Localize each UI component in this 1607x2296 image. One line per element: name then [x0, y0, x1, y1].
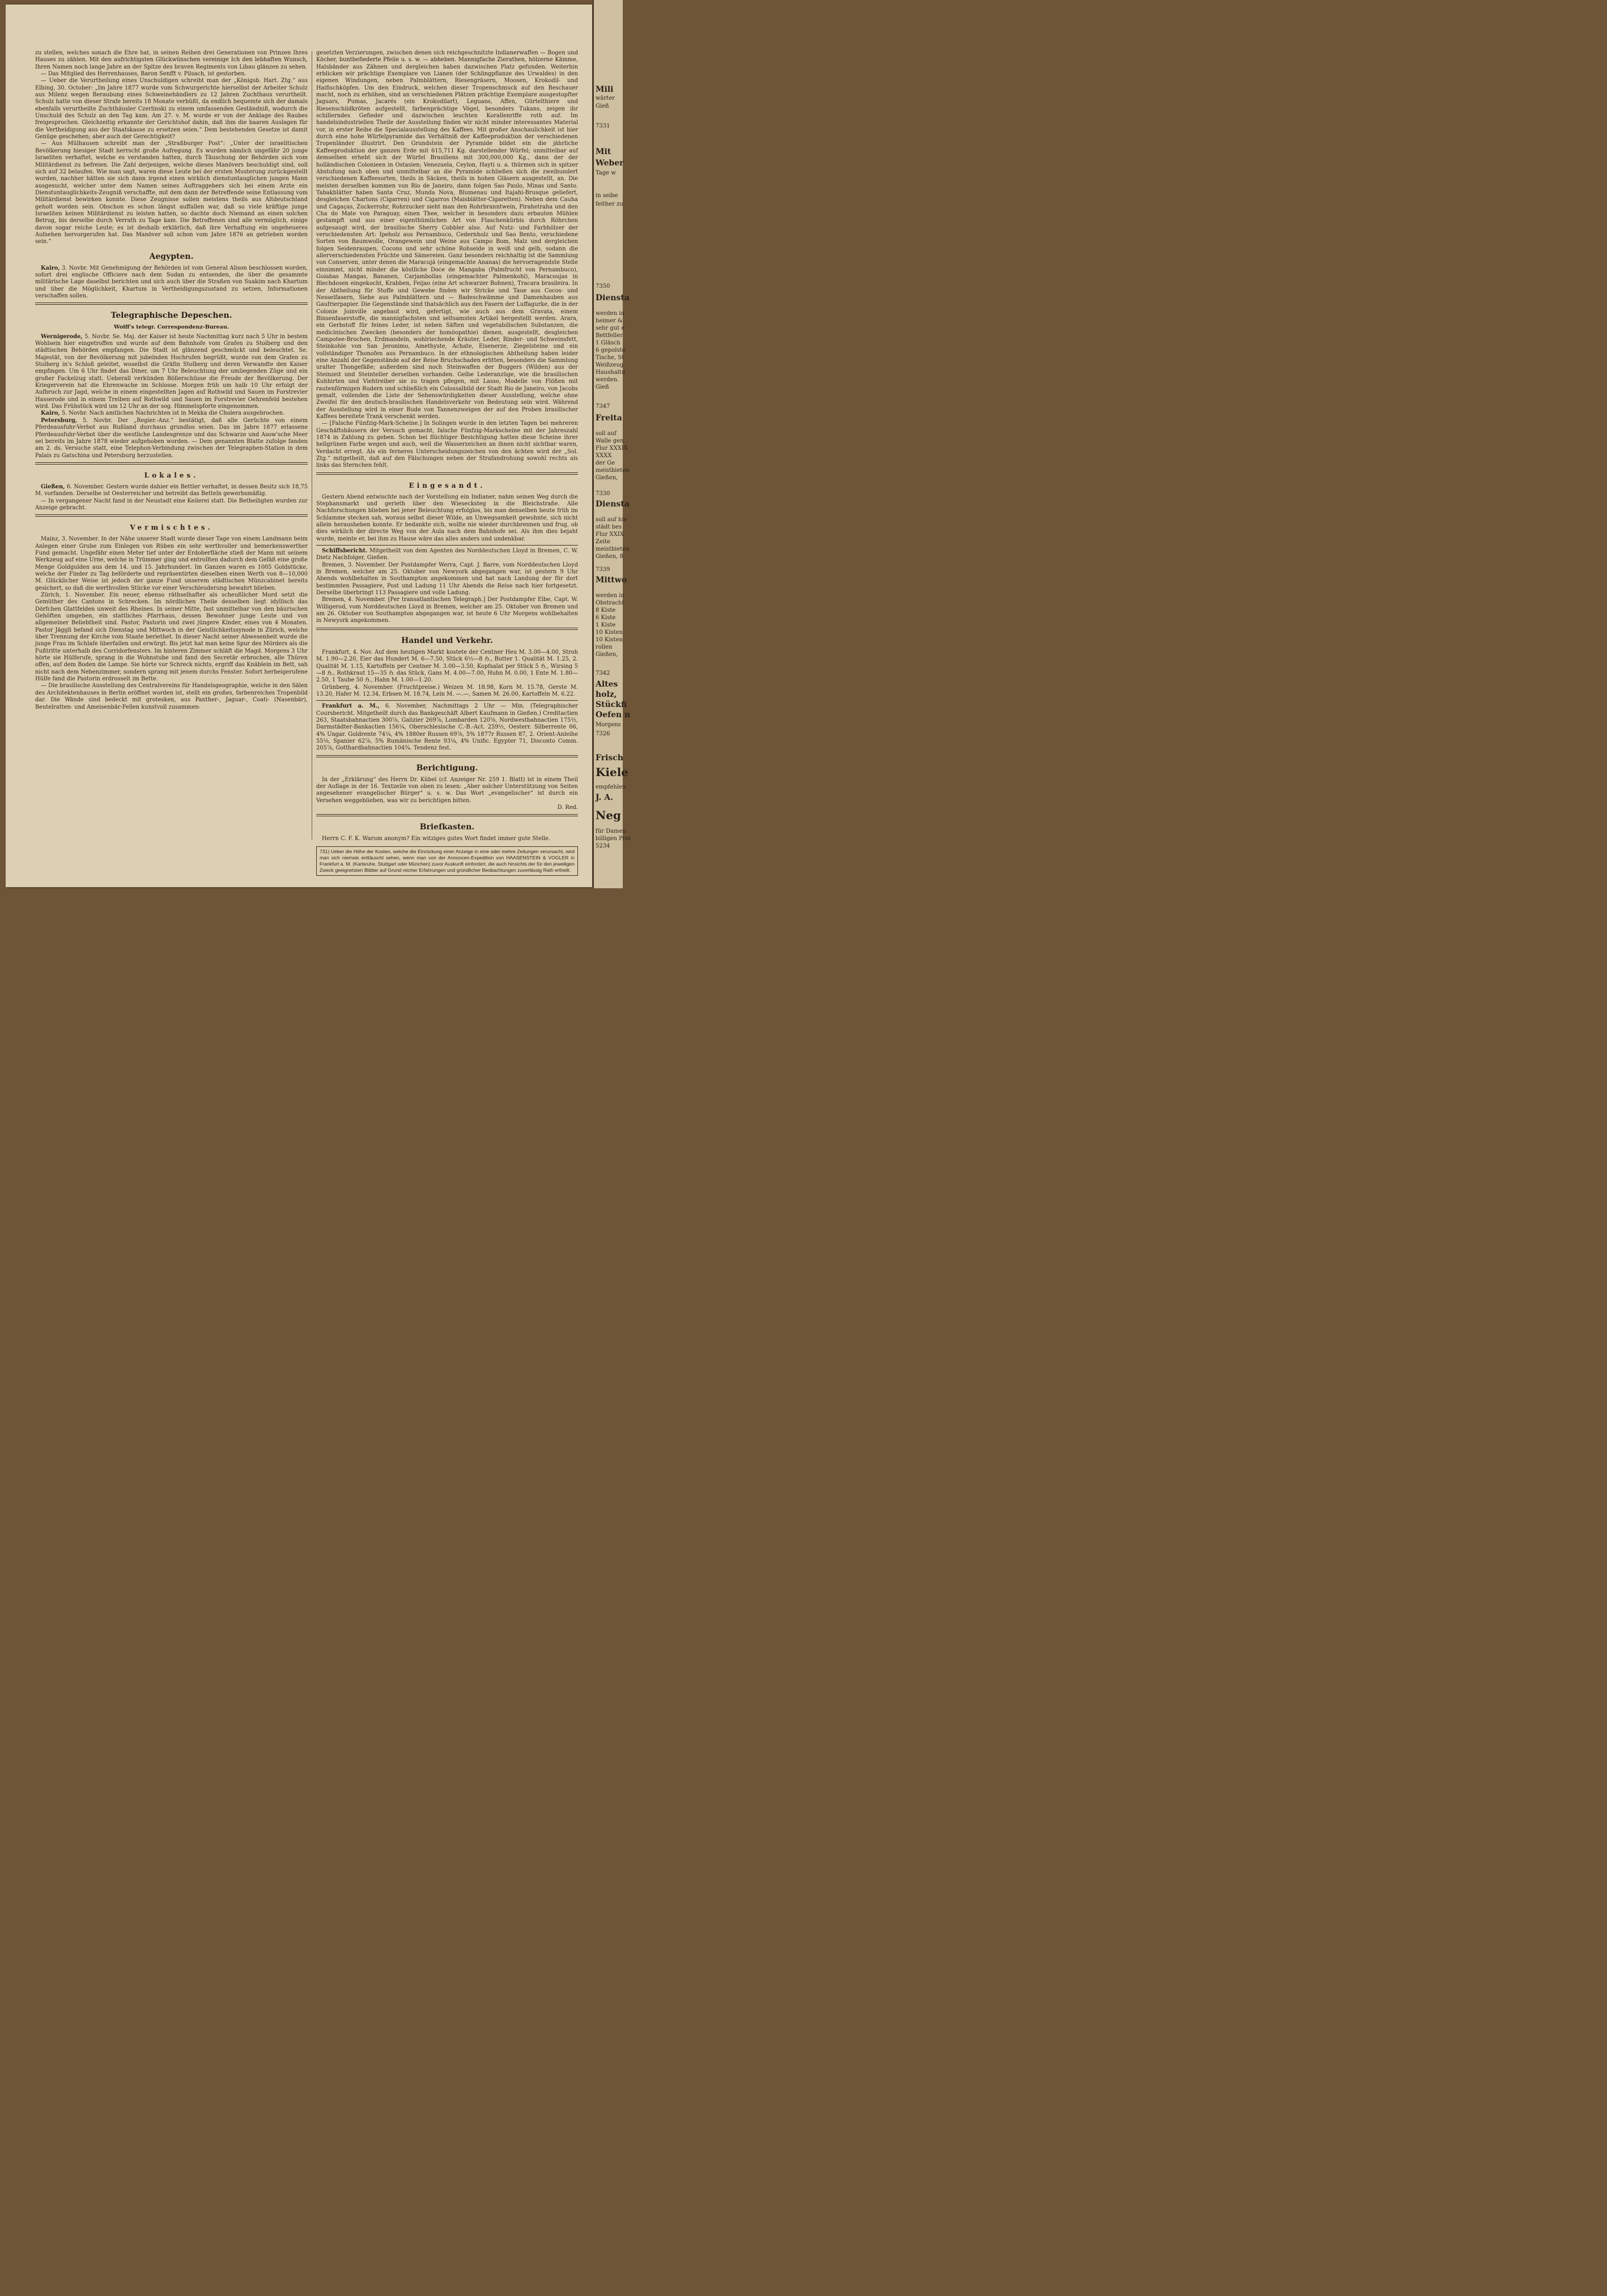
- next-frag: sehr gut e: [596, 325, 625, 331]
- next-frag: Stückfi: [596, 700, 627, 709]
- next-frag: J. A.: [596, 793, 614, 802]
- next-frag: Neg: [596, 808, 621, 822]
- next-frag: XXXX: [596, 453, 612, 459]
- adjacent-page-strip: [593, 0, 631, 888]
- next-frag: Gieß: [596, 103, 609, 109]
- next-frag: Altes: [596, 680, 618, 689]
- next-frag: holz,: [596, 690, 617, 699]
- next-frag: 6 gepolste: [596, 347, 626, 353]
- next-frag: 7326: [596, 731, 610, 737]
- article-regiment: zu stellen, welches sonach die Ehre hat, in seinen Reihen drei Generationen von Prinzen Ihres Hauses zu zählen. Mit den aufrichtigsten Glückwünschen vereinige Ich den lebhaften Wunsch, Ihren Namen noch lange Jahre an der Spitze des braven Regiments von Libau glänzen zu sehen.: [35, 50, 308, 70]
- article-petersburg-text: 5. Novbr. Der „Regier.-Anz.“ bestätigt, daß alle Gerüchte von einem Pferdeausfuhr-Verbot aus Rußland durchaus grundlos seien. Das im Jahre 1877 erlassene Pferdeausfuhr-Verbot über die westliche Landesgrenze und das Schwarze und Asow'sche Meer sei bereits im Jahre 1878 wieder aufgehoben worden. — Dem genannten Blatte zufolge fanden am 2. ds. Versuche statt, eine Telephon-Verbindung zwischen der Telegraphen-Station in dem Palais zu Gatschina und Petersburg herzustellen.: [35, 417, 308, 459]
- article-wernigerode-text: 5. Novbr. Se. Maj. der Kaiser ist heute Nachmittag kurz nach 5 Uhr in bestem Wohlsein hier eingetroffen und wurde auf dem Bahnhofe vom Grafen zu Stolberg und den städtischen Behörden empfangen. Die Stadt ist glänzend geschmückt und beleuchtet. Se. Majestät, von der Bevölkerung mit jubelnden Hochrufen begrüßt, wurde von dem Grafen zu Stolberg in's Schloß geleitet, woselbst die Gräfin Stolberg und deren Verwandte den Kaiser empfingen. Um 6 Uhr findet das Diner, um 7 Uhr Beleuchtung der umliegenden Züge und ein großer Fackelzug statt. Ueberall verkünden Böllerschüsse die Freude der Bevölkerung. Der Kriegerverein hat die Ehrenwache im Schlosse. Morgen früh um halb 10 Uhr erfolgt der Aufbruch zur Jagd, welche in einem eingestellten Jagen auf Rothwild und Sauen im Forstrevier Hasserode und in einem Treiben auf Rothwild und Sauen im Forstrevier Oehrenfeld bestehen wird. Das Frühstück wird um 12 Uhr an der sog. Himmelspforte eingenommen.: [35, 333, 308, 410]
- next-frag: Mit: [596, 147, 611, 156]
- next-frag: Diensta: [596, 293, 630, 303]
- next-frag: der Ge: [596, 460, 615, 466]
- next-frag: 10 Kisten: [596, 629, 623, 636]
- article-coursbericht-text: 6. November, Nachmittags 2 Uhr — Min. (Telegraphischer Coursbericht. Mitgetheilt durch das Bankgeschäft Albert Kaufmann in Gießen.) Creditactien 263, Staatsbahnactien 300⅞, Galizier 269⅞, Lombarden 120⅝, Nordwestbahnactien 175½, Darmstädter-Bankactien 156¼, Oberschlesische C.-B.-Act. 259½, Oesterr. Silberrente 66, 4% Ungar. Goldrente 74¼, 4% 1880er Russen 69⅞, 5% 1877r Russen 87, 2. Orient-Anleihe 55⅛, Spanier 62⅞, 5% Rumänische Rente 93¼, 4% Unific. Egypter 71, Disconto Comm. 205⅞, Gotthardbahnactien 104¾. Tendenz fest.: [316, 703, 578, 752]
- next-frag: 10 Kisten: [596, 637, 623, 643]
- section-divider: [35, 514, 308, 517]
- article-herrenhaus: — Das Mitglied des Herrenhauses, Baron Senfft v. Pilsach, ist gestorben.: [41, 71, 246, 78]
- article-brasil-ausstellung: — Die brasilische Ausstellung des Centralvereins für Handelsgeographie, welche in den Sälen des Architektenhauses in Berlin eröffnet worden ist, stellt ein großes, farbenreiches Tropenbild dar. Die Wände sind bedeckt mit grotesken, aus Panther-, Jaguar-, Coati- (Nasenbär), Beutelratten- und Ameisenbär-Fellen kunstvoll zusammen-: [35, 683, 308, 710]
- subheading-wolff: Wolff's telegr. Correspondenz-Bureau.: [113, 324, 229, 331]
- next-frag: empfehlen: [596, 784, 626, 790]
- article-kairo-2: [35, 410, 308, 417]
- article-schiffsbericht: [316, 548, 578, 562]
- heading-telegraphische: Telegraphische Depeschen.: [110, 311, 232, 321]
- article-frankfurt-markt: Frankfurt, 4. Nov. Auf dem heutigen Markt kostete der Centner Heu M. 3.00—4.00, Stroh M. 1.90—2.20, Eier das Hundert M. 6—7.50, Stück 6½—8 ℌ., Butter 1. Qualität M. 1.25, 2. Qualität M. 1.15, Kartoffeln per Centner M. 3.00—3.50, Kopfsalat per Stück 5 ℌ., Wirsing 5—8 ℌ., Rothkraut 15—35 ℌ. das Stück, Gans M. 4.00—7.00, Huhn M. 0.00, 1 Ente M. 1.80—2.50, 1 Taube 50 ℌ., Hahn M. 1.00—1.20.: [316, 649, 578, 684]
- article-falsche-scheine: — [Falsche Fünfzig-Mark-Scheine.] In Solingen wurde in den letzten Tagen bei mehreren Geschäftshäusern der Versuch gemacht, falsche Fünfzig-Markscheine mit der Jahreszahl 1874 in Zahlung zu geben. Schon bei flüchtiger Besichtigung hatten diese Scheine ihrer hellgrünen Farbe wegen und auch, weil die Wasserzeichen an ihnen nicht sichtbar waren, Verdacht erregt. Als ein ferneres Unterscheidungszeichen von den ächten wird der „Sol. Ztg.“ mitgetheilt, daß auf den Fälschungen neben der Strafandrohung sowohl rechts als links das Sternchen fehlt.: [316, 420, 578, 469]
- next-frag: billigen Prei: [596, 836, 631, 842]
- section-divider: [35, 303, 308, 305]
- section-divider: [35, 462, 308, 465]
- next-frag: Zeite: [596, 539, 611, 545]
- article-briefkasten: Herrn C. F. K. Warum anonym? Ein witziges gutes Wort findet immer gute Stelle.: [322, 836, 551, 842]
- next-frag: feither zu: [596, 201, 623, 207]
- next-frag: meistbieten: [596, 546, 630, 552]
- dateline-frankfurt: Frankfurt a. M.,: [322, 703, 380, 710]
- heading-vermischtes: Vermischtes.: [130, 523, 213, 532]
- next-frag: 7342: [596, 670, 610, 676]
- article-gruenberg: Grünberg, 4. November. (Fruchtpreise.) Weizen M. 18.98, Korn M. 15.78, Gerste M. 13.20, Hafer M. 12.34, Erbsen M. 18.74, Lein M. —.—, Samen M. 26.00, Kartoffeln M. 6.22.: [316, 684, 578, 697]
- article-kairo-2-text: 5. Novbr. Nach amtlichen Nachrichten ist in Mekka die Cholera ausgebrochen.: [61, 410, 285, 417]
- dateline-kairo-1: Kairo,: [41, 265, 60, 271]
- next-frag: 8 Kiste: [596, 607, 616, 614]
- next-frag: meistbieten: [596, 467, 630, 474]
- next-frag: werden.: [596, 377, 619, 383]
- next-frag: 7350: [596, 283, 610, 289]
- right-column: [316, 50, 578, 876]
- next-frag: Frisch: [596, 753, 623, 763]
- heading-berichtigung: Berichtigung.: [416, 763, 478, 773]
- next-frag: heimer &: [596, 318, 623, 324]
- heading-aegypten: Aegypten.: [149, 252, 194, 261]
- rule: [316, 545, 578, 546]
- heading-briefkasten: Briefkasten.: [419, 823, 475, 832]
- newspaper-page: [6, 5, 592, 887]
- next-frag: Kiele: [596, 765, 629, 779]
- article-giessen-text: 6. November. Gestern wurde dahier ein Bettler verhaftet, in dessen Besitz sich 18,75 M. vorfanden. Derselbe ist Oesterreicher und betreibt das Betteln gewerbsmäßig.: [35, 483, 308, 497]
- next-frag: Flur XXIX: [596, 531, 624, 538]
- section-divider: [316, 628, 578, 630]
- next-frag: Morgens: [596, 722, 621, 728]
- article-bremen-werra: Bremen, 3. November. Der Postdampfer Werra, Capt. J. Barre, vom Norddeutschen Lloyd in Bremen, welcher am 25. Oktober von Newyork abgegangen war, ist gestern 9 Uhr Abends wohlbehalten in Southampton angekommen und hat nach Landung der für dort bestimmten Passagiere, Post und Ladung 11 Uhr Abends die Reise nach hier fortgesetzt. Derselbe überbringt 113 Passagiere und volle Ladung.: [316, 561, 578, 597]
- next-frag: Gießen,: [596, 475, 618, 481]
- next-frag: Weißzeug: [596, 362, 624, 368]
- section-divider: [316, 814, 578, 816]
- next-frag: für Damen: [596, 828, 626, 834]
- next-frag: 7347: [596, 403, 610, 410]
- label-schiffsbericht: Schiffsbericht.: [322, 548, 368, 555]
- article-kairo-1: [35, 265, 308, 300]
- heading-lokales: Lokales.: [144, 471, 199, 479]
- signature-red: D. Red.: [557, 804, 578, 811]
- article-zuerich: Zürich, 1. November. Ein neuer, ebenso räthselhafter als scheußlicher Mord setzt die Gemüther des Cantons in Schrecken. Im nördlichen Theile desselben liegt idyllisch das Dörfchen Glattfelden unweit des Rheines. In seiner Mitte, fast unmittelbar von den bäurischen Gehöften umgeben, ein stattliches Pfarrhaus, dessen Bewohner junge Leute und von allgemeiner Beliebtheit sind. Pastor, Pastorin und zwei jüngere Kinder, eines von 4 Monaten. Pastor Jäggli befand sich Dienstag und Mittwoch in der Geistlichkeitssynode in Zürich, welche über Trennung der Kirche vom Staate beriethet. In dieser Nacht seiner Abwesenheit wurde die junge Frau im Schlafe überfallen und erwürgt. Bis jetzt hat man keine Spur des Mörders als die Fußtritte unterhalb des Corridorfensters. Im hinteren Zimmer schläft die Magd. Morgens 3 Uhr hörte sie Hülferufe, sprang in die Wohnstube und fand den Secretär erbrochen, alle Thüren offen, auf dem Boden die Lampe. Sie hörte vor Schreck nichts, ergriff das Knäblein im Bett, sah nicht nach dem Nebenzimmer, sondern sprang mit jenem durchs Fenster. Sofort herbeigerufene Hülfe fand die Pastorin erdrosselt im Bette.: [35, 592, 308, 683]
- article-giessen: [35, 484, 308, 498]
- next-frag: Bettfeller: [596, 333, 623, 339]
- article-elbing: — Ueber die Verurtheilung eines Unschuldigen schreibt man der „Königsb. Hart. Ztg.“ aus Elbing, 30. October: „Im Jahre 1877 wurde vom Schwurgerichte hierselbst der Arbeiter Schulz aus Milenz wegen Beraubung eines Schweinehändlers zu 12 Jahren Zuchthaus verurtheilt. Schulz hatte von dieser Strafe bereits 18 Monate verbüßt, da endlich bequemte sich der damals ebenfalls verurtheilte Zuchthäusler Czerlinski zu einem umfassenden Geständniß, wodurch die Unschuld des Schulz an den Tag kam. Am 27. v. M. wurde er von der Anklage des Raubes freigesprochen. Gleichzeitig erkannte der Gerichtshof dahin, daß ihm die baaren Auslagen für die Vertheidigung aus der Staatskasse zu ersetzen seien.“ Dem bestehenden Gesetze ist damit Genüge geschehen; aber auch der Gerechtigkeit?: [35, 78, 308, 140]
- next-frag: Mili: [596, 85, 614, 94]
- next-frag: Gießen,: [596, 651, 618, 658]
- article-brasil-continued: gesetzten Verzierungen, zwischen denen sich reichgeschnitzte Indianerwaffen — Bogen und Köcher, buntbefiederte Pfeile u. s. w. — abheben. Mannigfache Zierathen, hölzerne Kämme, Halsbänder aus Zähnen und dergleichen haben dazwischen Platz gefunden. Weiterhin erblicken wir prächtige Exemplare von Lianen (der Schlingpflanze des Urwaldes) in den eigenen Windungen, neben Palmblättern, Riesengräsern, Moosen, Krokodil- und Haifischköpfen. Um den Eindruck, welchen dieser Tropenschmuck auf den Beschauer macht, noch zu erhöhen, sind an verschiedenen Plätzen prächtige Exemplare ausgestopfter Jaguars, Pumas, Jacarés (ein Krokodilart), Leguans, Affen, Gürtelthiere und Riesenschildkröten aufgestellt, farbenprächtige Vögel, besonders Tukans, zeigen ihr schillerndes Gefieder und dazwischen leuchten Korallenriffe roth auf. Im handelsindustriellen Theile der Ausstellung finden wir nicht minder interessantes Material vor, in erster Reihe die Specialausstellung des Kaffees. Mit großer Anschaulichkeit ist hier durch eine hohe Würfelpyramide das Verhältniß der Kaffeeproduktion der verschiedenen Tropenländer illustrirt. Den Grundstein der Pyramide bildet ein die jährliche Kaffeeproduktion der ganzen Erde mit 615,711 Kg. darstellender Würfel; unmittelbar auf demselben erhebt sich der Würfel Brasiliens mit 300,000,000 Kg., dann der der holländischen Colonieen in Ostasien; Venezuela, Ceylon, Hayti u. a. thürmen sich in spitzer Abstufung nach oben und unmittelbar an die Pyramide schließen sich die zweihundert verschiedenen Kaffeesorten, theils in Säcken, theils in hohen Gläsern ausgestellt, an. Die meisten derselben kommen von Rio de Janeiro, dann folgen Sao Paulo, Minas und Santo. Tabakblätter haben Santa Cruz, Munda Nova, Blumenau und Itajahi-Brusque geliefert, desgleichen Chartons (Cigarren) und Cigarros (Maisblätter-Cigaretten). Neben dem Cauha und Cagaças, Zuckerrohr, Rohrzucker sieht man den Rohrbranntwein, Pirahetraha und den Cha do Mate von Paraguay, einen Thee, welcher in besonders dazu erbauten Mühlen gestampft und aus einer eigenthümlichen Art von Flaschenkürbis durch Röhrchen aufgesaugt wird, der brasilische Sherry Cobbler also. Auf Nutz- und Farbhölzer der verschiedensten Art: Ipeholz aus Pernambuco, Cedernholz und Sao Bento, verschiedene Sorten von Baumwolle, Orangewein und Weine aus Campo Bom, Malz und dergleichen folgen Seidenraupen, Cocons und sehr schöne Rohseide in weiß und gelb, sodann die allerverschiedensten Früchte und Sämereien. Ganz besonders reichhaltig ist die Sammlung von Conserven, unter denen die Maracujá (eingemachte Ananas) die hervorragendste Stelle einnimmt, nicht minder die köstliche Doce de Mangaba (Palmfrucht von Pernambuco), Goiabas Mangas, Bananen, Carjambollas (eingemachter Palmenkohl), Maracoujas in Blechdosen eingekocht, Krabben, Feijao (eine Art schwarzer Bohnen), Tracara brasileira. In der Abtheilung für Stoffe und Gewebe finden wir Stricke und Taue aus Cocos- und Nesselfasern, Siebe aus Palmblättern und — Badeschwämme und Damenhauben aus Gaufrierpapier. Die Gegenstände sind thatsächlich aus den Fasern der Luffagurke, die in der Colonie Joinville angebaut wird, gefertigt, wie auch aus dem Gravata, einem Binsenfaserstoffe, die mannigfachsten und seltsamsten Artikel hergestellt werden. Arara, ein Gerbstoff für feines Leder, ist neben Säften und vegetabilischen Substanzen, die medicinischen Zwecken (besonders der homöopathie) dienen, ausgestellt, desgleichen Campotee-Brochen, Erdmandeln, wohlriechende Kräuter, Leder, Rinder- und Schweinsfett, Steinkohle von San Jeronimo, Amethyste, Achate, Eisenerze, Ziegelsteine und ein vollständiger Thonofen aus Pernambuco. In der ethnologischen Abtheilung haben leider eine Anzahl der Gegenstände auf der Reise Bruchschaden erlitten, besonders die Sammlung uralter Thongefäße; außerdem sind noch Steinwaffen der Buggers (Wilden) aus der Steinzeit und Steinteller derselben vorhanden. Gelbe Lederanzüge, wie die brasilischen Kuhhirten und Viehtreiber sie zu tragen pflegen, mit Lasso, Modelle von Flößen mit rautenförmigen Rudern und schließlich ein Colossalbild der Stadt Rio de Janeiro, von Jacobs gemalt, vollenden die Liste der Sehenswürdigkeiten dieser Ausstellung, welche ohne Zweifel für den deutsch-brasilischen Handelsverkehr von Bedeutung sein wird. Während der Ausstellung wird in einer Bude von Tannenzweigen der auf den Proben brasilischer Kaffees bereitete Trank verschenkt werden.: [316, 50, 578, 420]
- dateline-giessen: Gießen,: [41, 483, 65, 490]
- rule: [316, 700, 578, 701]
- heading-eingesandt: Eingesandt.: [409, 481, 486, 489]
- next-frag: Obstracht: [596, 600, 624, 606]
- dateline-kairo-2: Kairo,: [41, 410, 60, 417]
- next-frag: Freita: [596, 414, 622, 423]
- next-frag: in seibe: [596, 193, 618, 199]
- dateline-petersburg: Petersburg,: [41, 417, 78, 424]
- next-frag: wärter: [596, 95, 615, 101]
- next-frag: Mittwo: [596, 576, 627, 585]
- next-frag: soll auf: [596, 431, 617, 437]
- next-frag: Flur XXXIX: [596, 445, 628, 451]
- next-frag: 1 Kiste: [596, 622, 616, 628]
- next-frag: Oefen n: [596, 710, 631, 719]
- next-frag: Walle gen: [596, 438, 624, 444]
- next-frag: Gieß: [596, 384, 609, 390]
- next-frag: 5234: [596, 843, 610, 849]
- next-frag: werden in: [596, 593, 624, 599]
- article-bremen-elbe: Bremen, 4. November. [Per transatlantischen Telegraph.] Der Postdampfer Elbe, Capt. W. Willigerod, vom Norddeutschen Lloyd in Bremen, welcher am 25. Oktober von Bremen und am 26. Oktober von Southampton abgegangen war, ist heute 6 Uhr Morgens wohlbehalten in Newyork angekommen.: [316, 597, 578, 624]
- article-muelhausen: — Aus Mülhausen schreibt man der „Straßburger Post“: „Unter der israelitischen Bevölkerung hiesiger Stadt herrscht große Aufregung. Es wurden nämlich ungefähr 20 junge Israeliten verhaftet, welche es verstanden hatten, durch Täuschung der Behörden sich vom Militärdienst zu befreien. Die Zahl derjenigen, welche dieses Manövers beschuldigt sind, soll sich auf 32 belaufen. Wie man sagt, waren diese Leute bei der ersten Musterung zurückgestellt worden, nachher hätten sie sich dann irgend einen wirklich dienstuntauglichen jungen Mann ausgesucht, welcher unter dem Namen seines Auftraggebers sich bei einem Arzte ein Dienstuntauglichkeits-Zeugniß verschaffte, mit dem dann der Betreffende seine Entlassung vom Militärdienst bewirken konnte. Diese Zeugnisse sollen meistens theils aus Altdeutschland geholt worden sein. Obschon es schon längst auffallen war, daß so viele kräftige junge Israeliten keinen Militärdienst zu leisten hatten, so dachte doch Niemand an einen solchen Betrug, bis derselbe durch Verrath zu Tage kam. Die Betroffenen sind alle vermöglich, einige davon sogar reiche Leute; es ist deshalb erklärlich, daß ihre Verhaftung ein ungeheueres Aufsehen hervorgerufen hat. Das Manöver soll schon vom Jahre 1876 an getrieben worden sein.“: [35, 140, 308, 245]
- next-frag: städt bes: [596, 524, 622, 530]
- article-kairo-1-text: 3. Novbr. Mit Genehmigung der Behörden ist vom General Alison beschlossen worden, sofort drei englische Officiere nach dem Sudan zu entsenden, die über die gesammte militärische Lage daselbst berichten und sich auch über die Straßen von Suakim nach Khartum und über die Möglichkeit, Khartum in Vertheidigungszustand zu setzen, Informationen verschaffen sollen.: [35, 265, 308, 299]
- next-frag: 6 Kiste: [596, 615, 616, 621]
- next-frag: rollen: [596, 644, 613, 650]
- dateline-wernigerode: Wernigerode,: [41, 333, 83, 340]
- next-frag: Tage w: [596, 170, 616, 176]
- heading-handel: Handel und Verkehr.: [401, 636, 493, 645]
- left-column: [35, 50, 308, 711]
- article-berichtigung: In der „Erklärung“ des Herrn Dr. Kübel (cf. Anzeiger Nr. 259 1. Blatt) ist in einem Theil der Auflage in der 16. Textzeile von oben zu lesen: „Aber solcher Unterstützung von Seiten angesehener evangelischer Bürger“ u. s. w. Das Wort „evangelischer“ ist durch ein Versehen weggeblieben, was wir zu berichtigen bitten.: [316, 776, 578, 804]
- article-petersburg: [35, 418, 308, 459]
- article-schiffsbericht-text: Mitgetheilt von dem Agenten des Norddeutschen Lloyd in Bremen, C. W. Dietz Nachfolger, Gießen.: [316, 548, 578, 561]
- next-frag: Tische, St: [596, 355, 624, 361]
- article-wernigerode: [35, 334, 308, 411]
- section-divider: [316, 755, 578, 757]
- next-frag: Haushaltu: [596, 369, 626, 376]
- next-frag: werden in: [596, 310, 624, 317]
- next-frag: Diensta: [596, 500, 630, 509]
- article-mainz: Mainz, 3. November. In der Nähe unserer Stadt wurde dieser Tage von einem Landmann beim Anlegen einer Grube zum Einlegen von Rüben ein sehr werthvoller und bemerkenswerther Fund gemacht. Ungefähr einen Meter tief unter der Erdoberfläche stieß der Mann mit seinem Werkzeug auf eine Urne, welche in Trümmer ging und entrollten dadurch dem Gefäß eine große Menge Goldgulden aus dem 14. und 15. Jahrhundert. Im Ganzen waren es 1005 Goldstücke, welche der Finder zu Tag beförderte und repräsentirten dieselben einen Werth von 8—10,000 M. Glücklicher Weise ist jedoch der ganze Fund unserem städtischen Münzcabinet bereits gesichert, so daß die werthvollen Stücke vor einer Verschleuderung bewahrt blieben.: [35, 536, 308, 591]
- article-keilerei: — In vergangener Nacht fand in der Neustadt eine Keilerei statt. Die Betheiligten wurden zur Anzeige gebracht.: [35, 497, 308, 511]
- next-frag: 1 Gläsch: [596, 340, 620, 346]
- next-frag: soll auf hie: [596, 517, 627, 523]
- article-coursbericht: [316, 703, 578, 752]
- advertisement-haasenstein: 731) Ueber die Höhe der Kosten, welche die Einrückung einer Anzeige in eine oder mehre Zeitungen verursacht, wird man sich niemals enttäuscht sehen, wenn man von der Annoncen-Expedition von HAASENSTEIN & VOGLER in Frankfurt a. M. (Karlsruhe, Stuttgart oder München) zuvor Auskunft einfordert, die auch hinsichts der für den jeweiligen Zweck geeignetsten Blätter auf Grund reicher Erfahrungen und gründlicher Beobachtungen zuverlässig Rath ertheilt.: [316, 846, 578, 876]
- next-frag: 7331: [596, 123, 610, 129]
- next-frag: 7339: [596, 566, 610, 573]
- next-frag: Weber: [596, 159, 624, 168]
- next-frag: 7330: [596, 491, 610, 497]
- article-indianer: Gestern Abend entwischte nach der Vorstellung ein Indianer, nahm seinen Weg durch die Stephansmarkt und gerieth über den Wiesecksteg in die Bleichstraße. Alle Nachforschungen blieben bei jener Beleuchtung erfolglos, bis man denselben heute früh im Schlamme stecken sah, woraus selbst dieser Wilde, an Unwegsamkeit gewohnte, sich nicht allein herausheben konnte. Er bedankte sich, wollte nie wieder durchbrennen und frug, ob dies wirklich der directe Weg von der Aula nach dem Bahnhofe sei. Als ihm dies bejaht wurde, meinte er, bei ihm zu Hause wäre das alles anders und undenkbar.: [316, 493, 578, 542]
- section-divider: [316, 472, 578, 475]
- next-frag: Gießen, 8: [596, 553, 623, 560]
